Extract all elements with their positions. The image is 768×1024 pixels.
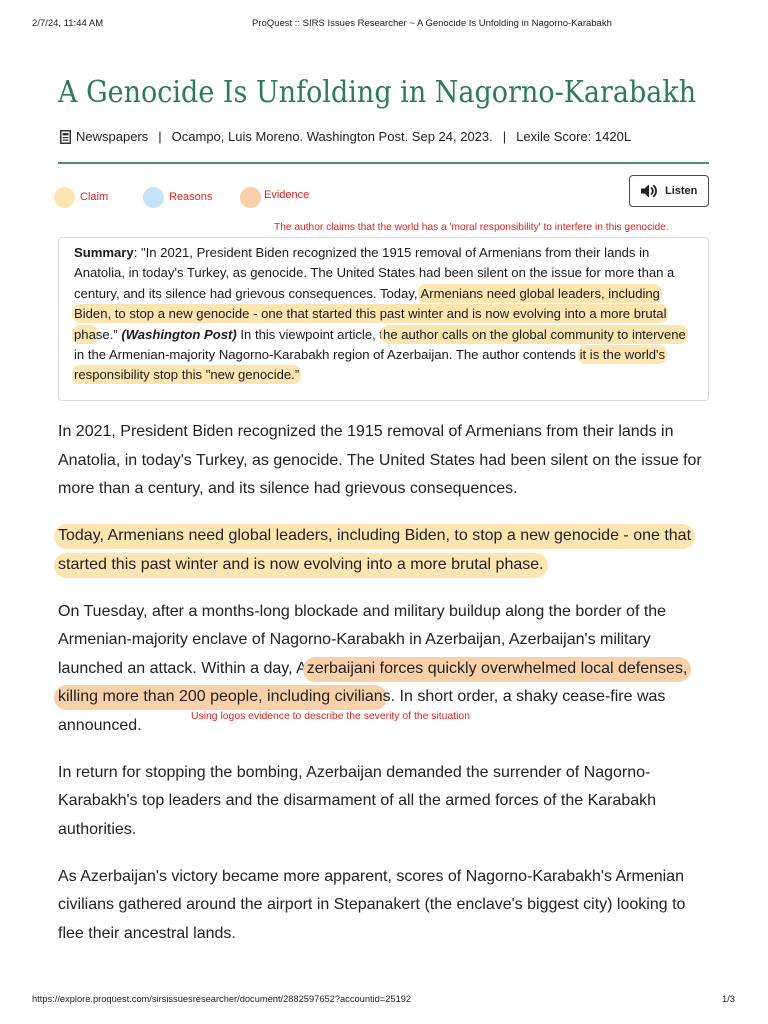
listen-label: Listen xyxy=(665,185,698,197)
summary-segment: In this viewpoint article, t xyxy=(236,326,384,342)
paragraph-text: In return for stopping the bombing, Azerbaijan demanded the surrender of Nagorno-Karabakh's top leaders and the disarmament of all the armed forces of the Karabakh authorities. xyxy=(58,763,657,838)
meta-separator: | xyxy=(502,129,507,144)
summary-segment: in the Armenian-majority Nagorno-Karabakh region of Azerbaijan. The author contends xyxy=(74,347,580,363)
footer-url: https://explore.proquest.com/sirsissuesresearcher/document/2882597652?accountid=25192 xyxy=(32,994,412,1004)
claim-highlight: it is the world's responsibility stop this "new genocide.” xyxy=(74,347,666,383)
paragraph-text: In 2021, President Biden recognized the 1915 removal of Armenians from their lands in Anatolia, in today's Turkey, as genocide. The United States had been silent on the issue for more than a century, and its silence had grievous consequences. xyxy=(58,423,702,497)
paragraph-text: As Azerbaijan's victory became more apparent, scores of Nagorno-Karabakh's Armenian civilians gathered around the airport in Stepanakert (the enclave's biggest city) looking to flee their ancestral lands. xyxy=(58,867,686,942)
citation: Ocampo, Luis Moreno. Washington Post. Sep 24, 2023. xyxy=(171,129,493,144)
body-paragraph xyxy=(58,759,710,845)
article-title: A Genocide Is Unfolding in Nagorno-Karabakh xyxy=(58,75,697,110)
article-body xyxy=(58,418,710,967)
evidence-highlight: zerbaijani forces quickly overwhelmed local defenses, killing more than 200 people, including civilian xyxy=(58,659,688,705)
summary-label: Summary xyxy=(74,245,134,260)
summary-text xyxy=(74,243,696,386)
body-paragraph xyxy=(58,522,710,579)
summary-source: (Washington Post) xyxy=(121,326,237,342)
footer-page-number: 1/3 xyxy=(722,994,735,1004)
legend-label-evidence: Evidence xyxy=(264,189,310,201)
title-divider xyxy=(58,162,709,164)
evidence-annotation: Using logos evidence to describe the severity of the situation xyxy=(191,711,470,722)
source-type: Newspapers xyxy=(76,129,149,144)
summary-box xyxy=(58,237,709,401)
claim-highlight: Armenians need global leaders, including Biden, to stop a new genocide - one that started this past winter and is now evolving into a more brutal pha xyxy=(74,285,667,342)
claim-highlight: Today, Armenians need global leaders, including Biden, to stop a new genocide - one that started this past winter and is now evolving into a more brutal phase. xyxy=(58,527,692,573)
listen-button[interactable] xyxy=(629,175,709,207)
article-meta xyxy=(58,129,631,145)
evidence-color-swatch xyxy=(240,187,261,208)
claim-annotation: The author claims that the world has a 'moral responsibility' to interfere in this genocide. xyxy=(274,222,669,233)
summary-segment: : "In 2021, President Biden recognized the 1915 removal of Armenians from their lands in Anatolia, in today's Turkey, as genocide. The United States had been silent on the issue for more than a century, and its silence had grievous consequences. Today, xyxy=(74,245,675,301)
paragraph-text: On Tuesday, after a months-long blockade and military buildup along the border of the Armenian-majority enclave of Nagorno-Karabakh in Azerbaijan, Azerbaijan's military launched an attack. Within a day, A xyxy=(58,602,667,677)
print-datetime: 2/7/24, 11:44 AM xyxy=(32,18,104,29)
speaker-icon xyxy=(640,183,658,199)
paragraph-text: s. In short order, a shaky cease-fire was announced. xyxy=(58,688,666,734)
legend-label-reasons: Reasons xyxy=(169,191,213,203)
body-paragraph xyxy=(58,418,710,504)
claim-highlight: he author calls on the global community to intervene xyxy=(383,326,686,342)
print-page-title: ProQuest :: SIRS Issues Researcher ~ A Genocide Is Unfolding in Nagorno-Karabakh xyxy=(252,18,612,29)
claim-color-swatch xyxy=(54,187,75,208)
body-paragraph xyxy=(58,598,710,741)
meta-separator: | xyxy=(158,129,162,144)
reasons-color-swatch xyxy=(143,187,164,208)
lexile-score: Lexile Score: 1420L xyxy=(516,129,632,144)
legend-label-claim: Claim xyxy=(80,191,109,203)
body-paragraph xyxy=(58,863,710,949)
newspaper-icon xyxy=(60,130,71,144)
summary-segment: se.” xyxy=(95,326,122,342)
